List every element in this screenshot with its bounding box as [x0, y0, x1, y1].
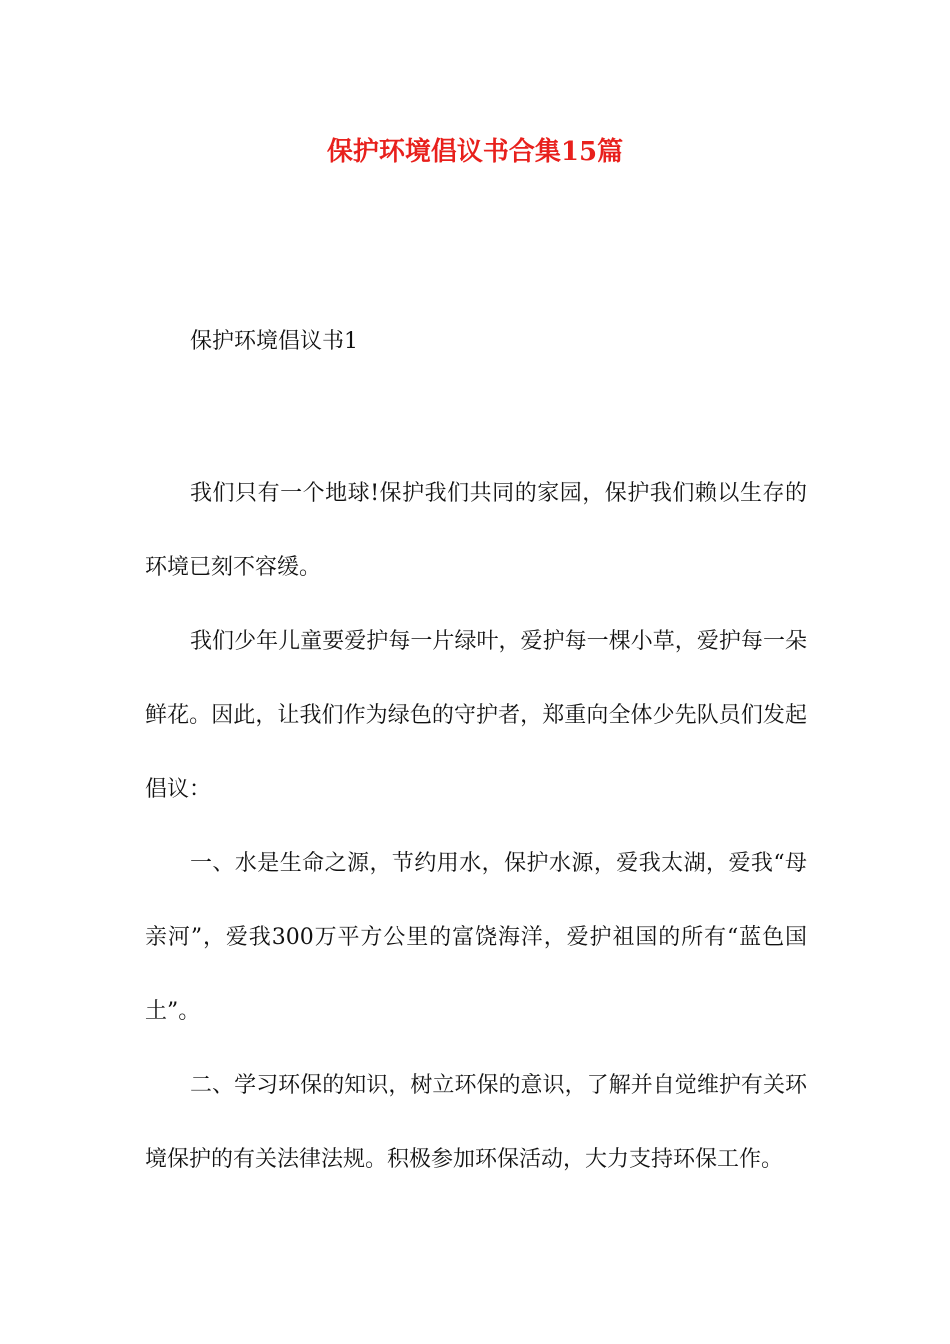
paragraph-4: 二、学习环保的知识，树立环保的意识，了解并自觉维护有关环境保护的有关法律法规。积极参加环保活动，大力支持环保工作。 [145, 1073, 807, 1172]
document-title: 保护环境倡议书合集15篇 [326, 137, 624, 167]
paragraph-1: 我们只有一个地球!保护我们共同的家园，保护我们赖以生存的环境已刻不容缓。 [145, 481, 807, 580]
section-heading: 保护环境倡议书1 [190, 329, 358, 354]
paragraph-2: 我们少年儿童要爱护每一片绿叶，爱护每一棵小草，爱护每一朵鲜花。因此，让我们作为绿色的守护者，郑重向全体少先队员们发起倡议： [145, 629, 807, 802]
paragraph-3: 一、水是生命之源，节约用水，保护水源，爱我太湖，爱我“母亲河”，爱我300万平方公里的富饶海洋，爱护祖国的所有“蓝色国土”。 [145, 851, 807, 1024]
